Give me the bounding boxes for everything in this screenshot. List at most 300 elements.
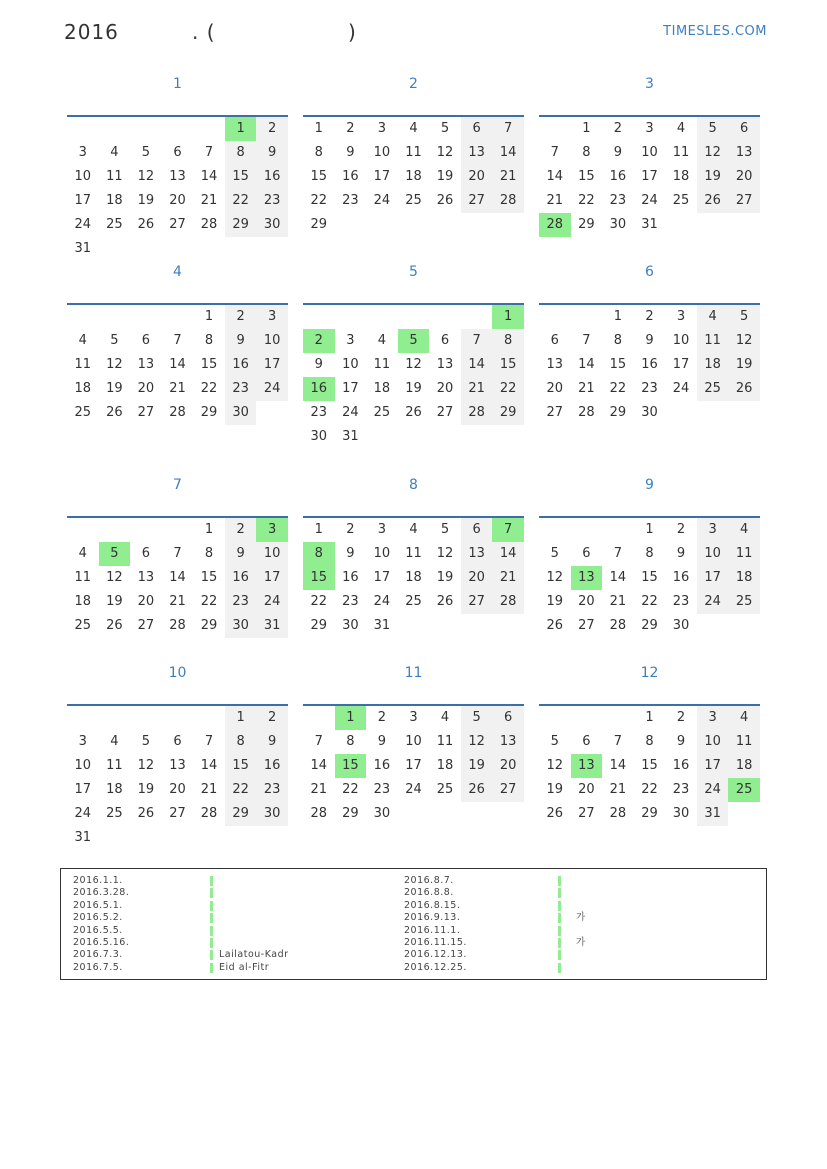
holiday-name: Lailatou-Kadr xyxy=(219,949,289,961)
day-cell: 11 xyxy=(405,546,422,561)
day-cell: 3 xyxy=(645,121,654,136)
day-cell: 8 xyxy=(314,145,323,160)
holiday-name: Eid al-Fitr xyxy=(219,961,270,973)
day-cell: 17 xyxy=(74,193,92,208)
day-cell: 17 xyxy=(256,353,288,377)
day-cell: 23 xyxy=(672,782,690,797)
day-cell: 25 xyxy=(672,193,690,208)
day-cell: 16 xyxy=(225,353,257,377)
day-cell: 16 xyxy=(256,165,288,189)
day-cell: 8 xyxy=(225,141,257,165)
day-cell: 30 xyxy=(310,429,328,444)
day-cell: 27 xyxy=(578,806,595,821)
day-cell: 24 xyxy=(405,782,422,797)
day-cell: 14 xyxy=(546,169,564,184)
empty-cell xyxy=(130,117,162,141)
day-cell: 1 xyxy=(204,309,214,324)
day-cell: 19 xyxy=(137,782,155,797)
day-cell: 29 xyxy=(609,405,627,420)
holiday-date: 2016.7.3. xyxy=(73,949,123,961)
day-cell: 31 xyxy=(373,618,391,633)
day-cell: 29 xyxy=(641,806,658,821)
day-cell: 24 xyxy=(256,590,288,614)
day-cell: 3 xyxy=(346,333,355,348)
day-cell: 1 xyxy=(225,706,257,730)
day-cell: 4 xyxy=(409,121,418,136)
day-cell: 15 xyxy=(225,165,257,189)
day-cell: 4 xyxy=(728,706,760,730)
day-cell: 27 xyxy=(169,217,186,232)
day-cell: 17 xyxy=(256,566,288,590)
day-cell: 4 xyxy=(110,734,119,749)
holiday-date: 2016.5.1. xyxy=(73,899,123,911)
day-cell: 6 xyxy=(141,333,151,348)
holiday-marker xyxy=(210,876,213,886)
day-cell: 21 xyxy=(169,381,186,396)
day-cell: 14 xyxy=(200,758,218,773)
day-cell: 8 xyxy=(346,734,355,749)
day-cell: 12 xyxy=(461,730,493,754)
day-cell: 29 xyxy=(200,405,218,420)
day-cell: 29 xyxy=(492,401,524,425)
day-cell: 12 xyxy=(137,758,155,773)
day-cell: 2 xyxy=(225,305,257,329)
holiday-marker xyxy=(558,876,561,886)
day-cell: 25 xyxy=(106,217,123,232)
site-logo[interactable]: TIMESLES.COM xyxy=(663,24,767,39)
day-cell: 25 xyxy=(436,782,454,797)
day-cell: 22 xyxy=(342,782,359,797)
holiday-marker xyxy=(558,913,561,923)
holiday-day-cell: 15 xyxy=(335,754,367,778)
day-cell: 9 xyxy=(225,329,257,353)
day-cell: 2 xyxy=(377,710,387,725)
empty-cell xyxy=(461,305,493,329)
empty-cell xyxy=(429,305,461,329)
day-cell: 20 xyxy=(436,381,454,396)
day-cell: 17 xyxy=(697,566,729,590)
month-name: 12 xyxy=(640,665,659,681)
empty-cell xyxy=(162,305,194,329)
day-cell: 28 xyxy=(492,189,524,213)
day-cell: 6 xyxy=(461,518,493,542)
month-name: 8 xyxy=(409,477,418,493)
day-cell: 21 xyxy=(492,566,524,590)
holiday-marker xyxy=(558,938,561,948)
holiday-row xyxy=(73,887,373,899)
day-cell: 26 xyxy=(436,594,454,609)
day-cell: 18 xyxy=(74,381,92,396)
empty-cell xyxy=(571,305,603,329)
day-cell: 5 xyxy=(141,145,151,160)
empty-cell xyxy=(539,706,571,730)
day-cell: 14 xyxy=(200,169,218,184)
holiday-list-right xyxy=(404,875,704,974)
day-cell: 19 xyxy=(697,165,729,189)
holiday-date: 2016.12.25. xyxy=(404,961,467,973)
day-cell: 4 xyxy=(728,518,760,542)
day-cell: 7 xyxy=(314,734,323,749)
day-cell: 27 xyxy=(492,778,524,802)
day-cell: 8 xyxy=(645,734,654,749)
day-cell: 19 xyxy=(106,381,123,396)
day-cell: 9 xyxy=(613,145,623,160)
day-cell: 7 xyxy=(582,333,591,348)
holiday-day-cell: 28 xyxy=(539,213,571,237)
day-cell: 10 xyxy=(256,542,288,566)
day-cell: 29 xyxy=(342,806,359,821)
day-cell: 2 xyxy=(613,121,623,136)
day-cell: 9 xyxy=(346,546,355,561)
day-cell: 15 xyxy=(225,754,257,778)
month-calendar xyxy=(67,468,288,638)
day-cell: 23 xyxy=(225,377,257,401)
day-cell: 3 xyxy=(676,309,686,324)
holiday-day-cell: 7 xyxy=(492,518,524,542)
day-cell: 24 xyxy=(74,806,92,821)
day-cell: 7 xyxy=(492,117,524,141)
empty-cell xyxy=(366,305,398,329)
title-close: ) xyxy=(348,20,357,44)
day-cell: 6 xyxy=(461,117,493,141)
day-cell: 15 xyxy=(641,758,658,773)
day-cell: 5 xyxy=(697,117,729,141)
day-cell: 21 xyxy=(578,381,595,396)
holiday-name: 가 xyxy=(576,912,586,924)
day-cell: 25 xyxy=(697,377,729,401)
month-calendar xyxy=(539,656,760,826)
day-cell: 27 xyxy=(169,806,186,821)
empty-cell xyxy=(162,117,194,141)
day-cell: 4 xyxy=(78,333,87,348)
month-grid xyxy=(539,115,760,237)
day-cell: 6 xyxy=(550,333,559,348)
day-cell: 28 xyxy=(200,806,218,821)
day-cell: 30 xyxy=(256,213,288,237)
day-cell: 19 xyxy=(728,353,760,377)
day-cell: 16 xyxy=(672,758,690,773)
day-cell: 8 xyxy=(492,329,524,353)
month-calendar xyxy=(303,468,524,638)
day-cell: 30 xyxy=(672,806,690,821)
holiday-row xyxy=(404,900,704,912)
day-cell: 4 xyxy=(409,522,418,537)
holiday-date: 2016.3.28. xyxy=(73,887,130,899)
day-cell: 25 xyxy=(373,405,391,420)
holiday-row xyxy=(404,949,704,961)
day-cell: 2 xyxy=(256,706,288,730)
day-cell: 7 xyxy=(613,546,623,561)
day-cell: 10 xyxy=(405,734,422,749)
day-cell: 24 xyxy=(74,217,92,232)
holiday-list-left xyxy=(73,875,373,974)
day-cell: 11 xyxy=(697,329,729,353)
month-name: 4 xyxy=(173,264,182,280)
day-cell: 7 xyxy=(550,145,559,160)
day-cell: 30 xyxy=(609,217,627,232)
day-cell: 23 xyxy=(342,594,359,609)
day-cell: 15 xyxy=(641,570,658,585)
day-cell: 15 xyxy=(609,357,627,372)
empty-cell xyxy=(130,706,162,730)
day-cell: 12 xyxy=(137,169,155,184)
day-cell: 11 xyxy=(672,145,690,160)
day-cell: 12 xyxy=(436,546,454,561)
day-cell: 11 xyxy=(106,169,123,184)
day-cell: 18 xyxy=(405,169,422,184)
holiday-row xyxy=(404,925,704,937)
day-cell: 6 xyxy=(440,333,450,348)
day-cell: 19 xyxy=(546,782,564,797)
day-cell: 18 xyxy=(728,754,760,778)
day-cell: 5 xyxy=(461,706,493,730)
day-cell: 24 xyxy=(373,193,391,208)
day-cell: 26 xyxy=(106,618,123,633)
day-cell: 12 xyxy=(697,141,729,165)
holiday-date: 2016.7.5. xyxy=(73,961,123,973)
holiday-day-cell: 8 xyxy=(303,542,335,566)
month-grid xyxy=(67,704,288,850)
holiday-date: 2016.5.16. xyxy=(73,936,130,948)
day-cell: 14 xyxy=(461,353,493,377)
day-cell: 16 xyxy=(256,754,288,778)
day-cell: 20 xyxy=(728,165,760,189)
day-cell: 20 xyxy=(546,381,564,396)
holiday-marker xyxy=(210,913,213,923)
day-cell: 11 xyxy=(74,570,92,585)
month-name: 1 xyxy=(173,76,182,92)
day-cell: 22 xyxy=(200,594,218,609)
day-cell: 24 xyxy=(342,405,359,420)
empty-cell xyxy=(602,706,634,730)
day-cell: 12 xyxy=(728,329,760,353)
day-cell: 28 xyxy=(609,618,627,633)
title-dot: . ( xyxy=(192,20,216,44)
day-cell: 30 xyxy=(672,618,690,633)
day-cell: 1 xyxy=(204,522,214,537)
day-cell: 26 xyxy=(461,778,493,802)
day-cell: 28 xyxy=(578,405,595,420)
holiday-date: 2016.1.1. xyxy=(73,875,123,886)
day-cell: 11 xyxy=(405,145,422,160)
empty-cell xyxy=(539,518,571,542)
title-year: 2016 xyxy=(64,20,119,44)
day-cell: 23 xyxy=(641,381,658,396)
day-cell: 20 xyxy=(578,782,595,797)
day-cell: 14 xyxy=(609,758,627,773)
day-cell: 29 xyxy=(225,213,257,237)
empty-cell xyxy=(130,518,162,542)
day-cell: 10 xyxy=(74,758,92,773)
month-calendar xyxy=(67,67,288,261)
day-cell: 13 xyxy=(169,169,186,184)
holiday-marker xyxy=(210,926,213,936)
day-cell: 18 xyxy=(106,193,123,208)
holiday-marker xyxy=(210,901,213,911)
day-cell: 3 xyxy=(377,121,387,136)
day-cell: 12 xyxy=(106,570,123,585)
empty-cell xyxy=(303,706,335,730)
day-cell: 26 xyxy=(137,217,155,232)
day-cell: 17 xyxy=(672,357,690,372)
month-grid xyxy=(67,303,288,425)
day-cell: 11 xyxy=(728,730,760,754)
day-cell: 27 xyxy=(137,405,155,420)
day-cell: 10 xyxy=(342,357,359,372)
day-cell: 2 xyxy=(256,117,288,141)
day-cell: 4 xyxy=(110,145,119,160)
day-cell: 6 xyxy=(173,734,182,749)
day-cell: 16 xyxy=(641,357,658,372)
holiday-day-cell: 15 xyxy=(303,566,335,590)
day-cell: 3 xyxy=(697,518,729,542)
day-cell: 14 xyxy=(310,758,328,773)
day-cell: 11 xyxy=(728,542,760,566)
holiday-day-cell: 1 xyxy=(492,305,524,329)
day-cell: 31 xyxy=(74,241,92,256)
empty-cell xyxy=(162,518,194,542)
month-name: 11 xyxy=(404,665,423,681)
holiday-date: 2016.8.7. xyxy=(404,875,454,886)
month-name: 10 xyxy=(168,665,187,681)
month-calendar xyxy=(303,67,524,237)
day-cell: 10 xyxy=(256,329,288,353)
day-cell: 22 xyxy=(492,377,524,401)
day-cell: 13 xyxy=(137,357,155,372)
day-cell: 19 xyxy=(546,594,564,609)
day-cell: 19 xyxy=(106,594,123,609)
day-cell: 26 xyxy=(728,377,760,401)
day-cell: 14 xyxy=(578,357,595,372)
day-cell: 10 xyxy=(74,169,92,184)
day-cell: 17 xyxy=(342,381,359,396)
holiday-day-cell: 5 xyxy=(398,329,430,353)
empty-cell xyxy=(99,518,131,542)
day-cell: 29 xyxy=(310,217,328,232)
day-cell: 20 xyxy=(137,594,155,609)
day-cell: 18 xyxy=(74,594,92,609)
month-name: 5 xyxy=(409,264,418,280)
day-cell: 25 xyxy=(405,193,422,208)
holiday-day-cell: 5 xyxy=(99,542,131,566)
empty-cell xyxy=(193,706,225,730)
day-cell: 17 xyxy=(641,169,658,184)
day-cell: 26 xyxy=(137,806,155,821)
day-cell: 3 xyxy=(256,305,288,329)
holiday-marker xyxy=(558,950,561,960)
day-cell: 20 xyxy=(492,754,524,778)
day-cell: 12 xyxy=(405,357,422,372)
day-cell: 21 xyxy=(169,594,186,609)
day-cell: 30 xyxy=(342,618,359,633)
day-cell: 30 xyxy=(225,614,257,638)
day-cell: 8 xyxy=(225,730,257,754)
day-cell: 12 xyxy=(546,570,564,585)
month-grid xyxy=(303,516,524,638)
day-cell: 3 xyxy=(78,145,87,160)
empty-cell xyxy=(602,518,634,542)
month-calendar xyxy=(67,255,288,425)
holiday-row xyxy=(73,949,373,961)
holiday-date: 2016.11.15. xyxy=(404,936,467,948)
day-cell: 3 xyxy=(377,522,387,537)
day-cell: 10 xyxy=(373,145,391,160)
empty-cell xyxy=(67,518,99,542)
day-cell: 24 xyxy=(373,594,391,609)
empty-cell xyxy=(162,706,194,730)
day-cell: 18 xyxy=(672,169,690,184)
day-cell: 5 xyxy=(550,734,559,749)
month-grid xyxy=(539,704,760,826)
day-cell: 18 xyxy=(697,353,729,377)
empty-cell xyxy=(67,305,99,329)
holiday-marker xyxy=(558,926,561,936)
day-cell: 20 xyxy=(169,193,186,208)
day-cell: 26 xyxy=(697,189,729,213)
day-cell: 5 xyxy=(440,522,450,537)
empty-cell xyxy=(539,117,571,141)
day-cell: 15 xyxy=(578,169,595,184)
day-cell: 10 xyxy=(672,333,690,348)
holiday-marker xyxy=(558,963,561,973)
day-cell: 15 xyxy=(200,357,218,372)
day-cell: 25 xyxy=(74,618,92,633)
day-cell: 1 xyxy=(613,309,623,324)
day-cell: 27 xyxy=(461,590,493,614)
day-cell: 15 xyxy=(200,570,218,585)
day-cell: 22 xyxy=(200,381,218,396)
day-cell: 2 xyxy=(676,710,686,725)
day-cell: 22 xyxy=(310,594,328,609)
day-cell: 4 xyxy=(676,121,686,136)
holiday-marker xyxy=(558,888,561,898)
day-cell: 8 xyxy=(582,145,591,160)
holiday-row xyxy=(404,912,704,924)
day-cell: 2 xyxy=(645,309,654,324)
day-cell: 11 xyxy=(373,357,391,372)
day-cell: 10 xyxy=(373,546,391,561)
holiday-date: 2016.9.13. xyxy=(404,912,461,924)
day-cell: 26 xyxy=(546,806,564,821)
day-cell: 31 xyxy=(256,614,288,638)
day-cell: 30 xyxy=(641,405,658,420)
month-calendar xyxy=(539,67,760,237)
day-cell: 10 xyxy=(641,145,658,160)
day-cell: 6 xyxy=(728,117,760,141)
holiday-row xyxy=(404,937,704,949)
day-cell: 2 xyxy=(225,518,257,542)
day-cell: 6 xyxy=(173,145,182,160)
day-cell: 1 xyxy=(645,522,654,537)
day-cell: 9 xyxy=(346,145,355,160)
day-cell: 15 xyxy=(310,169,328,184)
day-cell: 30 xyxy=(256,802,288,826)
day-cell: 13 xyxy=(461,141,493,165)
day-cell: 7 xyxy=(173,333,182,348)
day-cell: 13 xyxy=(436,357,454,372)
holiday-day-cell: 1 xyxy=(335,706,367,730)
day-cell: 27 xyxy=(137,618,155,633)
day-cell: 31 xyxy=(342,429,359,444)
month-calendar xyxy=(303,656,524,826)
day-cell: 8 xyxy=(204,546,214,561)
holiday-row xyxy=(73,875,373,887)
day-cell: 29 xyxy=(225,802,257,826)
day-cell: 20 xyxy=(461,566,493,590)
day-cell: 29 xyxy=(310,618,328,633)
day-cell: 27 xyxy=(546,405,564,420)
holiday-row xyxy=(73,962,373,974)
